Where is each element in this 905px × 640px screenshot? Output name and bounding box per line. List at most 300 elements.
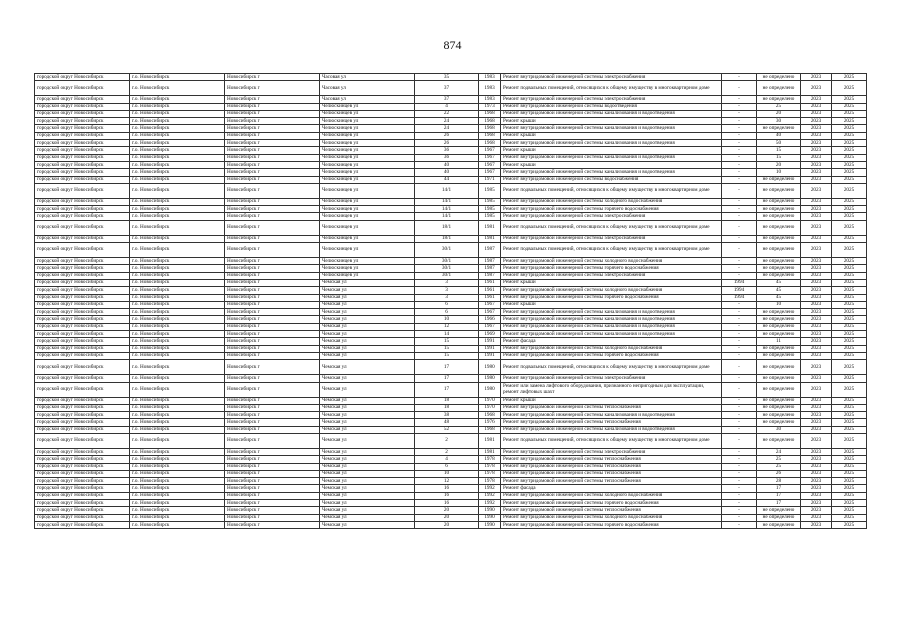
district-cell: г.о. Новосибирск bbox=[130, 243, 225, 258]
table-row bbox=[35, 198, 867, 205]
start-year-cell: 2023 bbox=[801, 183, 832, 198]
house-number-cell: 16 bbox=[415, 500, 479, 507]
wear-cell: 11 bbox=[757, 338, 801, 345]
municipality-cell: городской округ Новосибирск bbox=[35, 96, 130, 103]
last-repair-year-cell: - bbox=[722, 352, 757, 359]
last-repair-year-cell: - bbox=[722, 456, 757, 463]
wear-cell: не определено bbox=[757, 507, 801, 514]
street-cell: Челюскинцев ул bbox=[320, 154, 415, 161]
table-row bbox=[35, 103, 867, 110]
work-type-cell: Ремонт крыши bbox=[501, 132, 722, 139]
start-year-cell: 2023 bbox=[801, 397, 832, 404]
end-year-cell: 2025 bbox=[832, 352, 867, 359]
end-year-cell: 2025 bbox=[832, 426, 867, 433]
municipality-cell: городской округ Новосибирск bbox=[35, 360, 130, 375]
build-year-cell: 1981 bbox=[479, 448, 501, 455]
district-cell: г.о. Новосибирск bbox=[130, 412, 225, 419]
work-type-cell: Ремонт внутридомовой инженерной системы холодного водоснабжения bbox=[501, 198, 722, 205]
last-repair-year-cell: - bbox=[722, 331, 757, 338]
build-year-cell: 1981 bbox=[479, 235, 501, 242]
build-year-cell: 1985 bbox=[479, 206, 501, 213]
work-type-cell: Ремонт подвальных помещений, относящихся к общему имуществу в многоквартирном доме bbox=[501, 433, 722, 448]
build-year-cell: 1983 bbox=[479, 74, 501, 81]
end-year-cell: 2025 bbox=[832, 294, 867, 301]
end-year-cell: 2025 bbox=[832, 147, 867, 154]
start-year-cell: 2023 bbox=[801, 243, 832, 258]
work-type-cell: Ремонт крыши bbox=[501, 147, 722, 154]
house-number-cell: 44 bbox=[415, 176, 479, 183]
start-year-cell: 2023 bbox=[801, 323, 832, 330]
street-cell: Чемская ул bbox=[320, 360, 415, 375]
last-repair-year-cell: 1994 bbox=[722, 279, 757, 286]
end-year-cell: 2025 bbox=[832, 176, 867, 183]
end-year-cell: 2025 bbox=[832, 470, 867, 477]
build-year-cell: 1967 bbox=[479, 161, 501, 168]
work-type-cell: Ремонт внутридомовой инженерной системы горячего водоснабжения bbox=[501, 521, 722, 528]
end-year-cell: 2025 bbox=[832, 81, 867, 96]
start-year-cell: 2023 bbox=[801, 470, 832, 477]
work-type-cell: Ремонт внутридомовой инженерной системы электроснабжения bbox=[501, 272, 722, 279]
municipality-cell: городской округ Новосибирск bbox=[35, 514, 130, 521]
end-year-cell: 2025 bbox=[832, 265, 867, 272]
end-year-cell: 2025 bbox=[832, 272, 867, 279]
house-number-cell: 16 bbox=[415, 485, 479, 492]
city-cell: Новосибирск г bbox=[225, 235, 320, 242]
house-number-cell: 15 bbox=[415, 338, 479, 345]
municipality-cell: городской округ Новосибирск bbox=[35, 132, 130, 139]
district-cell: г.о. Новосибирск bbox=[130, 492, 225, 499]
table-row bbox=[35, 514, 867, 521]
work-type-cell: Ремонт внутридомовой инженерной системы электроснабжения bbox=[501, 235, 722, 242]
city-cell: Новосибирск г bbox=[225, 352, 320, 359]
start-year-cell: 2023 bbox=[801, 316, 832, 323]
start-year-cell: 2023 bbox=[801, 287, 832, 294]
street-cell: Челюскинцев ул bbox=[320, 176, 415, 183]
last-repair-year-cell: - bbox=[722, 243, 757, 258]
build-year-cell: 1968 bbox=[479, 110, 501, 117]
municipality-cell: городской округ Новосибирск bbox=[35, 323, 130, 330]
start-year-cell: 2023 bbox=[801, 492, 832, 499]
street-cell: Чемская ул bbox=[320, 492, 415, 499]
wear-cell: не определено bbox=[757, 404, 801, 411]
house-number-cell: 10 bbox=[415, 316, 479, 323]
table-row bbox=[35, 426, 867, 433]
district-cell: г.о. Новосибирск bbox=[130, 463, 225, 470]
wear-cell: 40 bbox=[757, 132, 801, 139]
table-row bbox=[35, 154, 867, 161]
table-row bbox=[35, 375, 867, 382]
house-number-cell: 24 bbox=[415, 125, 479, 132]
table-row bbox=[35, 521, 867, 528]
house-number-cell: 12 bbox=[415, 323, 479, 330]
wear-cell: 25 bbox=[757, 463, 801, 470]
district-cell: г.о. Новосибирск bbox=[130, 521, 225, 528]
district-cell: г.о. Новосибирск bbox=[130, 301, 225, 308]
build-year-cell: 1969 bbox=[479, 331, 501, 338]
wear-cell: 17 bbox=[757, 485, 801, 492]
street-cell: Чемская ул bbox=[320, 287, 415, 294]
last-repair-year-cell: - bbox=[722, 316, 757, 323]
table-row bbox=[35, 500, 867, 507]
city-cell: Новосибирск г bbox=[225, 309, 320, 316]
end-year-cell: 2025 bbox=[832, 507, 867, 514]
table-row bbox=[35, 147, 867, 154]
municipality-cell: городской округ Новосибирск bbox=[35, 287, 130, 294]
city-cell: Новосибирск г bbox=[225, 294, 320, 301]
table-row bbox=[35, 323, 867, 330]
house-number-cell: 37 bbox=[415, 96, 479, 103]
work-type-cell: Ремонт внутридомовой инженерной системы электроснабжения bbox=[501, 74, 722, 81]
end-year-cell: 2025 bbox=[832, 433, 867, 448]
street-cell: Чемская ул bbox=[320, 521, 415, 528]
table-row bbox=[35, 265, 867, 272]
build-year-cell: 1985 bbox=[479, 213, 501, 220]
municipality-cell: городской округ Новосибирск bbox=[35, 258, 130, 265]
table-row bbox=[35, 125, 867, 132]
build-year-cell: 1987 bbox=[479, 265, 501, 272]
municipality-cell: городской округ Новосибирск bbox=[35, 140, 130, 147]
district-cell: г.о. Новосибирск bbox=[130, 220, 225, 235]
district-cell: г.о. Новосибирск bbox=[130, 375, 225, 382]
house-number-cell: 37 bbox=[415, 81, 479, 96]
end-year-cell: 2025 bbox=[832, 500, 867, 507]
table-row bbox=[35, 397, 867, 404]
house-number-cell: 40 bbox=[415, 161, 479, 168]
last-repair-year-cell: - bbox=[722, 206, 757, 213]
district-cell: г.о. Новосибирск bbox=[130, 279, 225, 286]
wear-cell: 45 bbox=[757, 294, 801, 301]
street-cell: Челюскинцев ул bbox=[320, 258, 415, 265]
last-repair-year-cell: - bbox=[722, 507, 757, 514]
district-cell: г.о. Новосибирск bbox=[130, 345, 225, 352]
house-number-cell: 35 bbox=[415, 74, 479, 81]
municipality-cell: городской округ Новосибирск bbox=[35, 125, 130, 132]
district-cell: г.о. Новосибирск bbox=[130, 404, 225, 411]
district-cell: г.о. Новосибирск bbox=[130, 419, 225, 426]
build-year-cell: 1967 bbox=[479, 147, 501, 154]
build-year-cell: 1978 bbox=[479, 456, 501, 463]
district-cell: г.о. Новосибирск bbox=[130, 309, 225, 316]
municipality-cell: городской округ Новосибирск bbox=[35, 397, 130, 404]
work-type-cell: Ремонт крыши bbox=[501, 161, 722, 168]
district-cell: г.о. Новосибирск bbox=[130, 448, 225, 455]
district-cell: г.о. Новосибирск bbox=[130, 161, 225, 168]
street-cell: Чемская ул bbox=[320, 514, 415, 521]
municipality-cell: городской округ Новосибирск bbox=[35, 345, 130, 352]
house-number-cell: 3 bbox=[415, 287, 479, 294]
municipality-cell: городской округ Новосибирск bbox=[35, 81, 130, 96]
district-cell: г.о. Новосибирск bbox=[130, 147, 225, 154]
wear-cell: не определено bbox=[757, 360, 801, 375]
last-repair-year-cell: - bbox=[722, 338, 757, 345]
street-cell: Чемская ул bbox=[320, 485, 415, 492]
end-year-cell: 2025 bbox=[832, 279, 867, 286]
end-year-cell: 2025 bbox=[832, 125, 867, 132]
street-cell: Челюскинцев ул bbox=[320, 110, 415, 117]
city-cell: Новосибирск г bbox=[225, 132, 320, 139]
end-year-cell: 2025 bbox=[832, 375, 867, 382]
work-type-cell: Ремонт или замена лифтового оборудования, признанного непригодным для эксплуатации, ремонт лифтовых шахт bbox=[501, 382, 722, 397]
district-cell: г.о. Новосибирск bbox=[130, 433, 225, 448]
district-cell: г.о. Новосибирск bbox=[130, 331, 225, 338]
build-year-cell: 1961 bbox=[479, 279, 501, 286]
start-year-cell: 2023 bbox=[801, 161, 832, 168]
table-body bbox=[35, 74, 867, 529]
table-row bbox=[35, 507, 867, 514]
end-year-cell: 2025 bbox=[832, 309, 867, 316]
start-year-cell: 2023 bbox=[801, 500, 832, 507]
last-repair-year-cell: - bbox=[722, 140, 757, 147]
municipality-cell: городской округ Новосибирск bbox=[35, 272, 130, 279]
wear-cell: 15 bbox=[757, 147, 801, 154]
district-cell: г.о. Новосибирск bbox=[130, 316, 225, 323]
district-cell: г.о. Новосибирск bbox=[130, 258, 225, 265]
end-year-cell: 2025 bbox=[832, 485, 867, 492]
city-cell: Новосибирск г bbox=[225, 448, 320, 455]
municipality-cell: городской округ Новосибирск bbox=[35, 492, 130, 499]
house-number-cell: 2 bbox=[415, 448, 479, 455]
district-cell: г.о. Новосибирск bbox=[130, 154, 225, 161]
start-year-cell: 2023 bbox=[801, 463, 832, 470]
house-number-cell: 4 bbox=[415, 103, 479, 110]
start-year-cell: 2023 bbox=[801, 360, 832, 375]
house-number-cell: 52 bbox=[415, 426, 479, 433]
start-year-cell: 2023 bbox=[801, 521, 832, 528]
last-repair-year-cell: - bbox=[722, 96, 757, 103]
work-type-cell: Ремонт внутридомовой инженерной системы канализования и водоотведения bbox=[501, 125, 722, 132]
start-year-cell: 2023 bbox=[801, 412, 832, 419]
street-cell: Чемская ул bbox=[320, 456, 415, 463]
wear-cell: не определено bbox=[757, 323, 801, 330]
city-cell: Новосибирск г bbox=[225, 140, 320, 147]
table-row bbox=[35, 183, 867, 198]
last-repair-year-cell: - bbox=[722, 81, 757, 96]
work-type-cell: Ремонт внутридомовой инженерной системы теплоснабжения bbox=[501, 404, 722, 411]
work-type-cell: Ремонт подвальных помещений, относящихся к общему имуществу в многоквартирном доме bbox=[501, 360, 722, 375]
end-year-cell: 2025 bbox=[832, 235, 867, 242]
street-cell: Чемская ул bbox=[320, 500, 415, 507]
build-year-cell: 1990 bbox=[479, 521, 501, 528]
table-row bbox=[35, 316, 867, 323]
table-row bbox=[35, 81, 867, 96]
work-type-cell: Ремонт внутридомовой инженерной системы канализования и водоотведения bbox=[501, 316, 722, 323]
last-repair-year-cell: - bbox=[722, 433, 757, 448]
street-cell: Чемская ул bbox=[320, 478, 415, 485]
city-cell: Новосибирск г bbox=[225, 154, 320, 161]
district-cell: г.о. Новосибирск bbox=[130, 338, 225, 345]
work-type-cell: Ремонт крыши bbox=[501, 118, 722, 125]
end-year-cell: 2025 bbox=[832, 419, 867, 426]
start-year-cell: 2023 bbox=[801, 448, 832, 455]
last-repair-year-cell: - bbox=[722, 463, 757, 470]
last-repair-year-cell: - bbox=[722, 301, 757, 308]
district-cell: г.о. Новосибирск bbox=[130, 478, 225, 485]
city-cell: Новосибирск г bbox=[225, 419, 320, 426]
build-year-cell: 1967 bbox=[479, 323, 501, 330]
page-number: 874 bbox=[443, 38, 462, 52]
work-type-cell: Ремонт подвальных помещений, относящихся к общему имуществу в многоквартирном доме bbox=[501, 243, 722, 258]
start-year-cell: 2023 bbox=[801, 507, 832, 514]
last-repair-year-cell: - bbox=[722, 147, 757, 154]
municipality-cell: городской округ Новосибирск bbox=[35, 74, 130, 81]
city-cell: Новосибирск г bbox=[225, 345, 320, 352]
municipality-cell: городской округ Новосибирск bbox=[35, 352, 130, 359]
end-year-cell: 2025 bbox=[832, 74, 867, 81]
start-year-cell: 2023 bbox=[801, 294, 832, 301]
street-cell: Часовая ул bbox=[320, 81, 415, 96]
municipality-cell: городской округ Новосибирск bbox=[35, 375, 130, 382]
build-year-cell: 1968 bbox=[479, 412, 501, 419]
wear-cell: не определено bbox=[757, 213, 801, 220]
city-cell: Новосибирск г bbox=[225, 265, 320, 272]
start-year-cell: 2023 bbox=[801, 110, 832, 117]
city-cell: Новосибирск г bbox=[225, 103, 320, 110]
district-cell: г.о. Новосибирск bbox=[130, 198, 225, 205]
table-row bbox=[35, 301, 867, 308]
table-row bbox=[35, 220, 867, 235]
build-year-cell: 1976 bbox=[479, 419, 501, 426]
district-cell: г.о. Новосибирск bbox=[130, 132, 225, 139]
city-cell: Новосибирск г bbox=[225, 485, 320, 492]
municipality-cell: городской округ Новосибирск bbox=[35, 206, 130, 213]
city-cell: Новосибирск г bbox=[225, 198, 320, 205]
wear-cell: не определено bbox=[757, 382, 801, 397]
last-repair-year-cell: - bbox=[722, 404, 757, 411]
build-year-cell: 1970 bbox=[479, 397, 501, 404]
end-year-cell: 2025 bbox=[832, 220, 867, 235]
wear-cell: 20 bbox=[757, 110, 801, 117]
last-repair-year-cell: - bbox=[722, 426, 757, 433]
street-cell: Чемская ул bbox=[320, 507, 415, 514]
last-repair-year-cell: 1994 bbox=[722, 287, 757, 294]
last-repair-year-cell: - bbox=[722, 176, 757, 183]
city-cell: Новосибирск г bbox=[225, 507, 320, 514]
start-year-cell: 2023 bbox=[801, 132, 832, 139]
wear-cell: не определено bbox=[757, 81, 801, 96]
last-repair-year-cell: - bbox=[722, 309, 757, 316]
district-cell: г.о. Новосибирск bbox=[130, 514, 225, 521]
table-row bbox=[35, 412, 867, 419]
district-cell: г.о. Новосибирск bbox=[130, 426, 225, 433]
wear-cell: не определено bbox=[757, 514, 801, 521]
street-cell: Чемская ул bbox=[320, 433, 415, 448]
wear-cell: 45 bbox=[757, 287, 801, 294]
end-year-cell: 2025 bbox=[832, 521, 867, 528]
house-number-cell: 10 bbox=[415, 470, 479, 477]
city-cell: Новосибирск г bbox=[225, 470, 320, 477]
municipality-cell: городской округ Новосибирск bbox=[35, 169, 130, 176]
wear-cell: не определено bbox=[757, 331, 801, 338]
street-cell: Челюскинцев ул bbox=[320, 140, 415, 147]
wear-cell: 17 bbox=[757, 500, 801, 507]
table-row bbox=[35, 96, 867, 103]
city-cell: Новосибирск г bbox=[225, 331, 320, 338]
build-year-cell: 1992 bbox=[479, 492, 501, 499]
house-number-cell: 14/1 bbox=[415, 198, 479, 205]
municipality-cell: городской округ Новосибирск bbox=[35, 316, 130, 323]
end-year-cell: 2025 bbox=[832, 206, 867, 213]
table-row bbox=[35, 492, 867, 499]
city-cell: Новосибирск г bbox=[225, 74, 320, 81]
district-cell: г.о. Новосибирск bbox=[130, 360, 225, 375]
last-repair-year-cell: - bbox=[722, 478, 757, 485]
work-type-cell: Ремонт внутридомовой инженерной системы электроснабжения bbox=[501, 375, 722, 382]
municipality-cell: городской округ Новосибирск bbox=[35, 265, 130, 272]
city-cell: Новосибирск г bbox=[225, 492, 320, 499]
start-year-cell: 2023 bbox=[801, 206, 832, 213]
district-cell: г.о. Новосибирск bbox=[130, 140, 225, 147]
build-year-cell: 1983 bbox=[479, 81, 501, 96]
district-cell: г.о. Новосибирск bbox=[130, 294, 225, 301]
table-row bbox=[35, 243, 867, 258]
district-cell: г.о. Новосибирск bbox=[130, 272, 225, 279]
wear-cell: 26 bbox=[757, 470, 801, 477]
table-row bbox=[35, 352, 867, 359]
city-cell: Новосибирск г bbox=[225, 169, 320, 176]
start-year-cell: 2023 bbox=[801, 125, 832, 132]
last-repair-year-cell: - bbox=[722, 198, 757, 205]
last-repair-year-cell: - bbox=[722, 360, 757, 375]
last-repair-year-cell: - bbox=[722, 110, 757, 117]
street-cell: Чемская ул bbox=[320, 323, 415, 330]
street-cell: Челюскинцев ул bbox=[320, 206, 415, 213]
end-year-cell: 2025 bbox=[832, 213, 867, 220]
last-repair-year-cell: - bbox=[722, 258, 757, 265]
work-type-cell: Ремонт внутридомовой инженерной системы теплоснабжения bbox=[501, 478, 722, 485]
work-type-cell: Ремонт внутридомовой инженерной системы холодного водоснабжения bbox=[501, 514, 722, 521]
street-cell: Челюскинцев ул bbox=[320, 103, 415, 110]
municipality-cell: городской округ Новосибирск bbox=[35, 110, 130, 117]
street-cell: Челюскинцев ул bbox=[320, 132, 415, 139]
municipality-cell: городской округ Новосибирск bbox=[35, 507, 130, 514]
start-year-cell: 2023 bbox=[801, 220, 832, 235]
table-row bbox=[35, 74, 867, 81]
street-cell: Чемская ул bbox=[320, 397, 415, 404]
municipality-cell: городской округ Новосибирск bbox=[35, 118, 130, 125]
house-number-cell: 16 bbox=[415, 492, 479, 499]
municipality-cell: городской округ Новосибирск bbox=[35, 456, 130, 463]
wear-cell: не определено bbox=[757, 352, 801, 359]
house-number-cell: 36 bbox=[415, 154, 479, 161]
work-type-cell: Ремонт фасада bbox=[501, 485, 722, 492]
last-repair-year-cell: - bbox=[722, 213, 757, 220]
end-year-cell: 2025 bbox=[832, 154, 867, 161]
municipality-cell: городской округ Новосибирск bbox=[35, 382, 130, 397]
city-cell: Новосибирск г bbox=[225, 360, 320, 375]
build-year-cell: 1967 bbox=[479, 309, 501, 316]
start-year-cell: 2023 bbox=[801, 213, 832, 220]
work-type-cell: Ремонт внутридомовой инженерной системы теплоснабжения bbox=[501, 419, 722, 426]
work-type-cell: Ремонт внутридомовой инженерной системы водоснабжения bbox=[501, 176, 722, 183]
start-year-cell: 2023 bbox=[801, 345, 832, 352]
street-cell: Челюскинцев ул bbox=[320, 220, 415, 235]
build-year-cell: 1991 bbox=[479, 345, 501, 352]
work-type-cell: Ремонт фасада bbox=[501, 338, 722, 345]
end-year-cell: 2025 bbox=[832, 492, 867, 499]
table-row bbox=[35, 309, 867, 316]
work-type-cell: Ремонт внутридомовой инженерной системы канализования и водоотведения bbox=[501, 154, 722, 161]
house-number-cell: 14/1 bbox=[415, 183, 479, 198]
street-cell: Чемская ул bbox=[320, 309, 415, 316]
house-number-cell: 17 bbox=[415, 382, 479, 397]
last-repair-year-cell: - bbox=[722, 397, 757, 404]
house-number-cell: 20 bbox=[415, 514, 479, 521]
build-year-cell: 1967 bbox=[479, 154, 501, 161]
build-year-cell: 1991 bbox=[479, 352, 501, 359]
wear-cell: 25 bbox=[757, 456, 801, 463]
city-cell: Новосибирск г bbox=[225, 397, 320, 404]
end-year-cell: 2025 bbox=[832, 360, 867, 375]
